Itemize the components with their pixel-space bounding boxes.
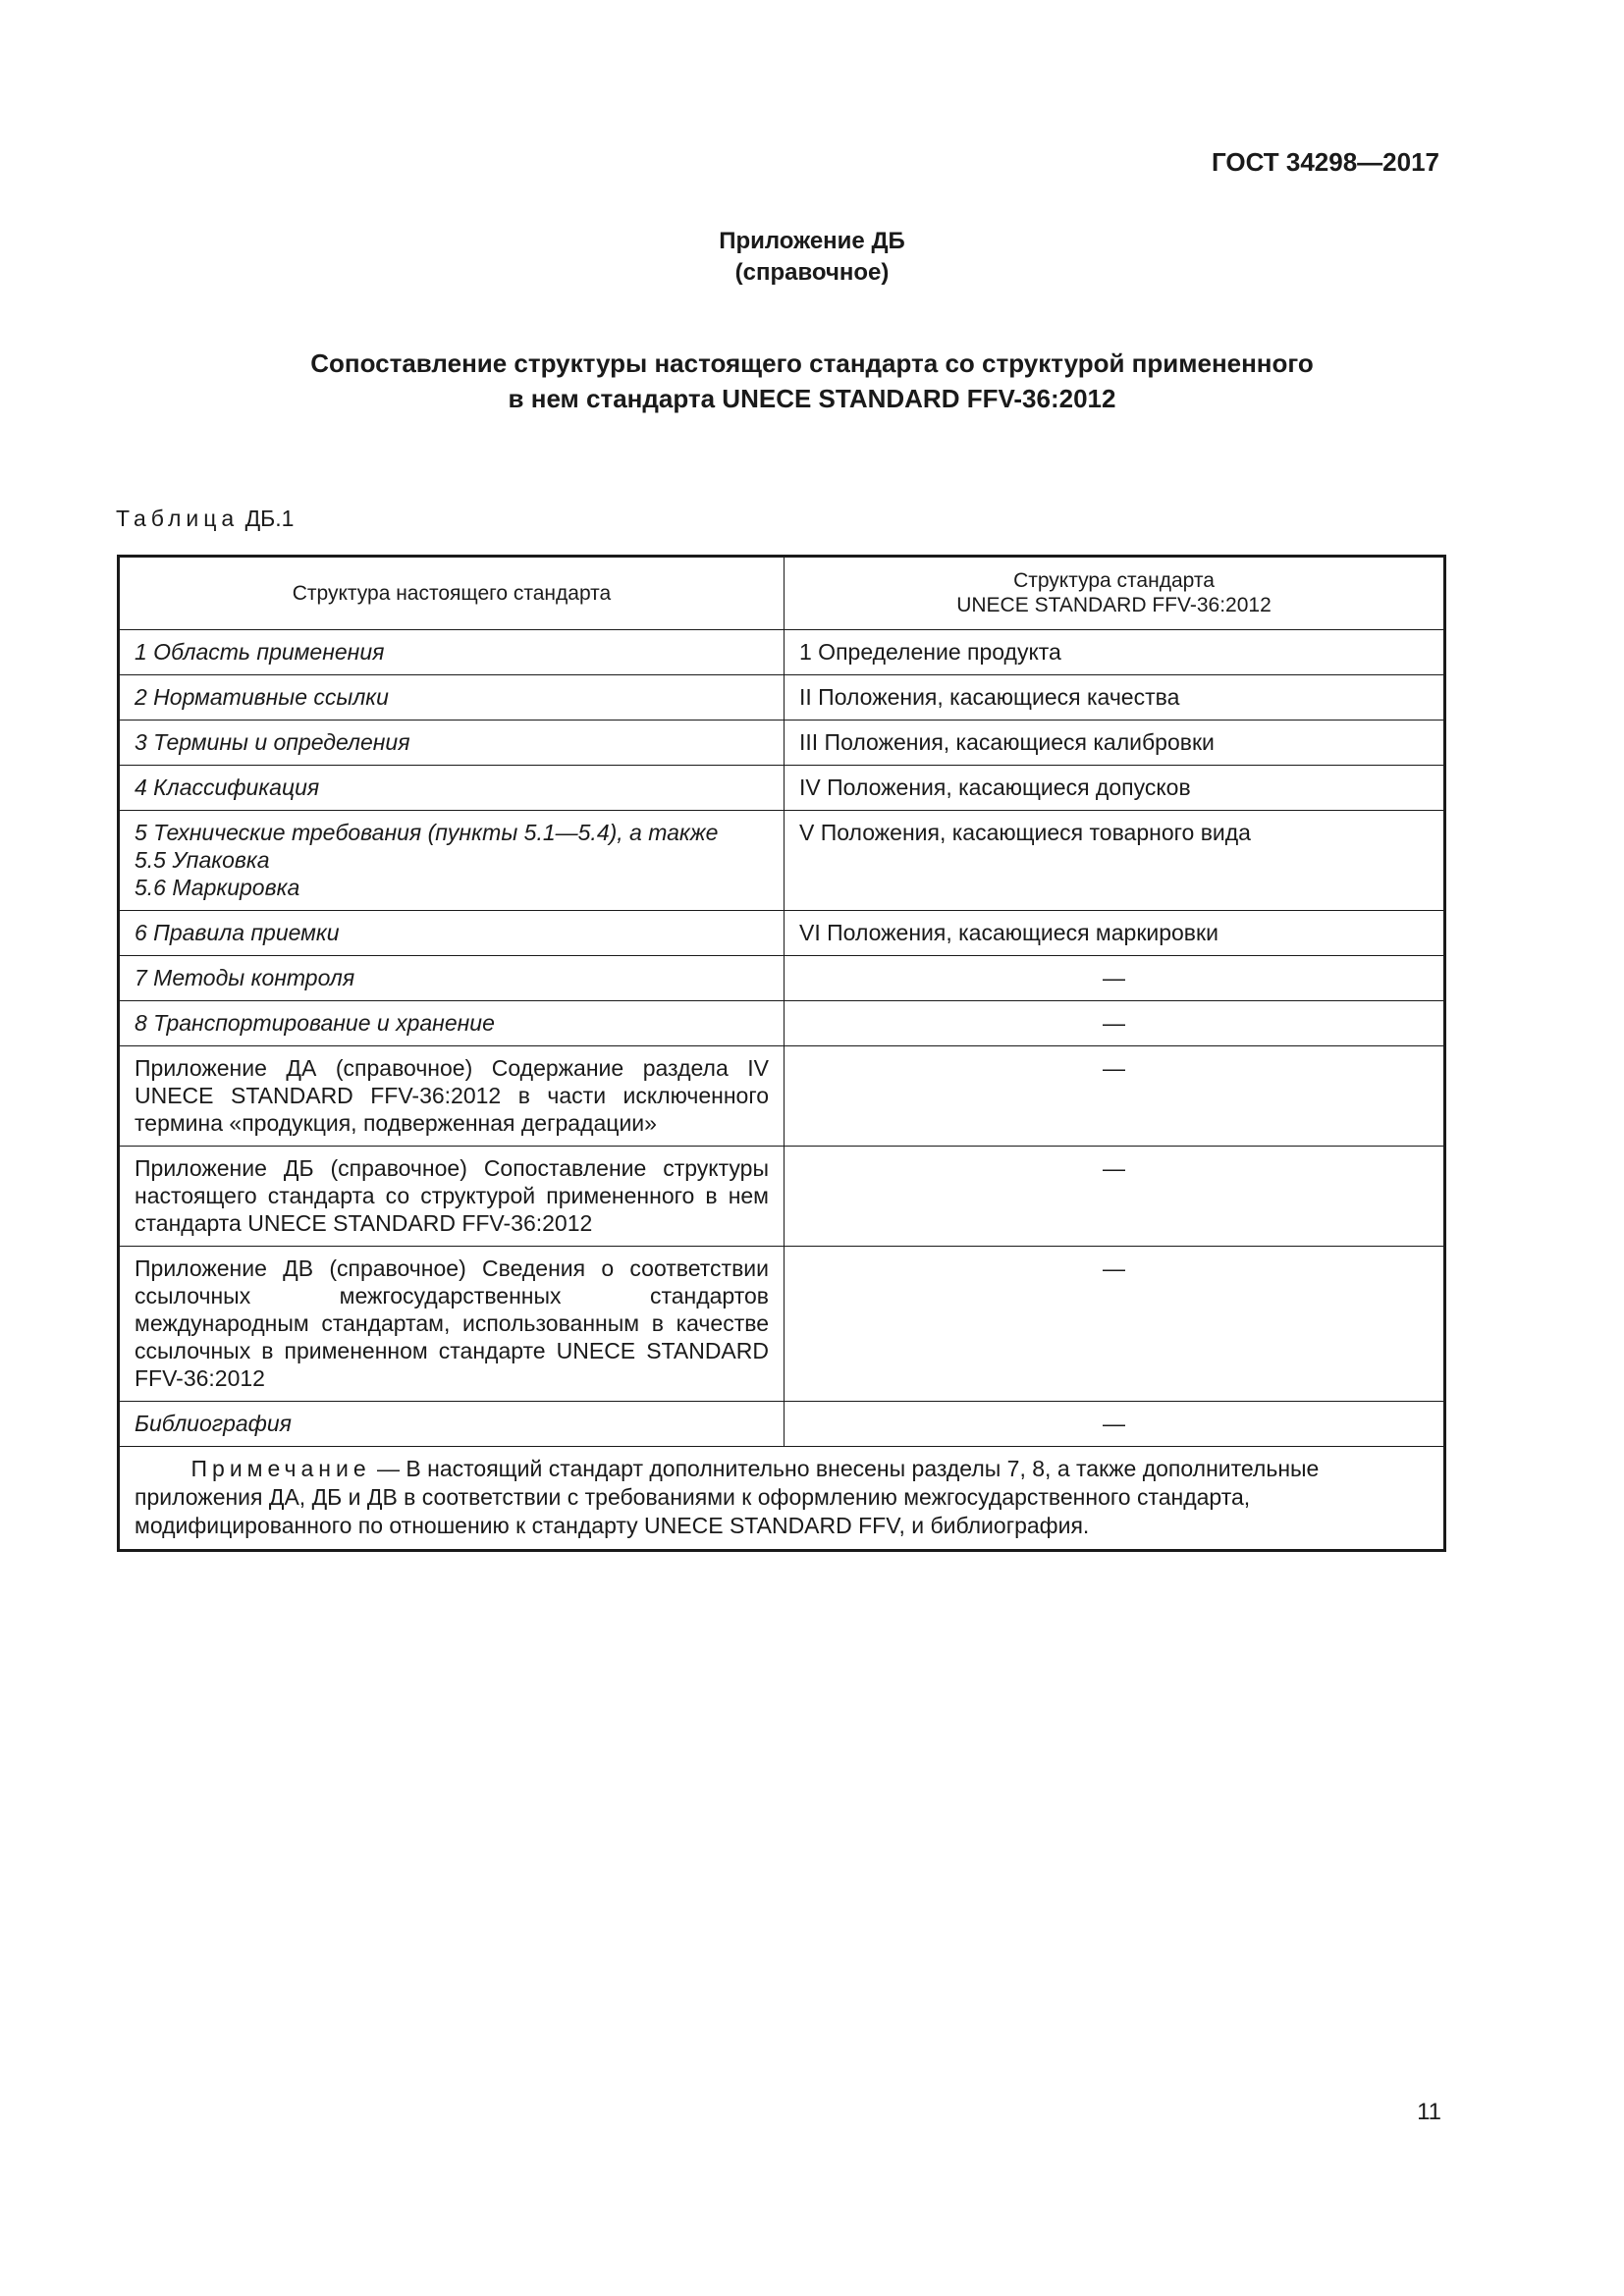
col-header-unece-standard <box>785 557 1445 630</box>
row-right-cell: VI Положения, касающиеся маркировки <box>785 911 1445 956</box>
row-left-cell: Приложение ДА (справочное) Содержание раздела IV UNECE STANDARD FFV-36:2012 в части исключенного термина «продукция, подверженная деградации» <box>119 1046 785 1147</box>
row-right-cell: II Положения, касающиеся качества <box>785 675 1445 721</box>
row-right-cell: — <box>785 1046 1445 1147</box>
row-left-cell: 1 Область применения <box>119 630 785 675</box>
row-left-cell: Приложение ДБ (справочное) Сопоставление структуры настоящего стандарта со структурой примененного в нем стандарта UNECE STANDARD FFV-36:2012 <box>119 1147 785 1247</box>
appendix-name: Приложение ДБ <box>719 228 905 254</box>
table-row <box>119 1247 1445 1402</box>
note-text: — В настоящий стандарт дополнительно внесены разделы 7, 8, а также дополнительные приложения ДА, ДБ и ДВ в соответствии с требованиями к оформлению межгосударственного стандарта, модифицированного по отношению к стандарту UNECE STANDARD FFV, и библиография. <box>135 1456 1320 1538</box>
row-left-cell: Библиография <box>119 1402 785 1447</box>
row-right-cell: — <box>785 1001 1445 1046</box>
appendix-kind: (справочное) <box>734 259 890 286</box>
row-right-cell: — <box>785 1402 1445 1447</box>
row-left-line: 5.5 Упаковка <box>135 847 270 873</box>
row-right-cell: III Положения, касающиеся калибровки <box>785 721 1445 766</box>
row-right-cell: — <box>785 1247 1445 1402</box>
row-left-cell: 2 Нормативные ссылки <box>119 675 785 721</box>
row-right-cell: V Положения, касающиеся товарного вида <box>785 811 1445 911</box>
row-left-cell: 4 Классификация <box>119 766 785 811</box>
table-row <box>119 1402 1445 1447</box>
table-caption-word: Таблица <box>116 506 240 531</box>
row-right-cell: — <box>785 1147 1445 1247</box>
row-left-line: 5.6 Маркировка <box>135 875 300 900</box>
table-caption-number: ДБ.1 <box>244 506 295 531</box>
page-number: 11 <box>1417 2099 1441 2125</box>
appendix-heading <box>196 346 1428 416</box>
table-row <box>119 1046 1445 1147</box>
row-right-cell: 1 Определение продукта <box>785 630 1445 675</box>
row-left-cell <box>119 811 785 911</box>
note-label: Примечание <box>190 1456 371 1481</box>
table-caption <box>116 506 294 532</box>
table-row <box>119 1001 1445 1046</box>
row-right-cell: — <box>785 956 1445 1001</box>
heading-line-1: Сопоставление структуры настоящего стандарта со структурой примененного <box>310 348 1314 378</box>
heading-line-2: в нем стандарта UNECE STANDARD FFV-36:2012 <box>508 384 1116 413</box>
row-left-line: 5 Технические требования (пункты 5.1—5.4), а также <box>135 820 719 845</box>
col-header-unece-line-1: Структура стандарта <box>1013 569 1215 592</box>
table-row <box>119 766 1445 811</box>
table-row <box>119 630 1445 675</box>
table-row <box>119 911 1445 956</box>
structure-comparison-table <box>117 555 1446 1552</box>
table-row <box>119 1147 1445 1247</box>
col-header-unece-line-2: UNECE STANDARD FFV-36:2012 <box>956 594 1272 616</box>
appendix-title <box>0 226 1624 289</box>
table-note <box>119 1447 1445 1551</box>
table-header-row <box>119 557 1445 630</box>
row-left-cell: 3 Термины и определения <box>119 721 785 766</box>
document-code: ГОСТ 34298—2017 <box>1212 147 1439 177</box>
table-note-row <box>119 1447 1445 1551</box>
row-left-cell: Приложение ДВ (справочное) Сведения о соответствии ссылочных межгосударственных стандартов международным стандартам, использованным в качестве ссылочных в примененном стандарте UNECE STANDARD FFV-36:2012 <box>119 1247 785 1402</box>
table-row <box>119 721 1445 766</box>
row-left-cell: 8 Транспортирование и хранение <box>119 1001 785 1046</box>
table-row <box>119 811 1445 911</box>
table-row <box>119 956 1445 1001</box>
row-left-cell: 7 Методы контроля <box>119 956 785 1001</box>
row-right-cell: IV Положения, касающиеся допусков <box>785 766 1445 811</box>
table-row <box>119 675 1445 721</box>
col-header-this-standard: Структура настоящего стандарта <box>119 557 785 630</box>
row-left-cell: 6 Правила приемки <box>119 911 785 956</box>
